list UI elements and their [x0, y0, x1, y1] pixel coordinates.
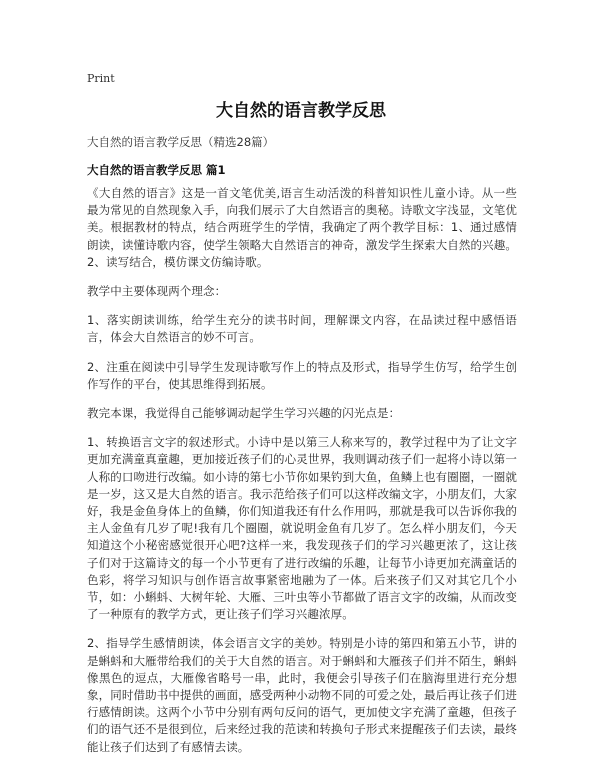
- document-title: 大自然的语言教学反思: [216, 101, 386, 121]
- paragraph-intro: 《大自然的语言》这是一首文笔优美,语言生动活泼的科普知识性儿童小诗。从一些最为常见的自然现象入手，向我们展示了大自然语言的奥秘。诗歌文字浅显，文笔优美。根据教材的特点，结合两班学生的学情，我确定了两个教学目标：1、通过感情朗读，读懂诗歌内容，使学生领略大自然语言的神奇，激发学生探索大自然的兴趣。2、读写结合，模仿课文仿编诗歌。: [87, 186, 517, 269]
- document-subtitle: 大自然的语言教学反思（精选28篇）: [87, 135, 275, 149]
- print-link[interactable]: Print: [87, 72, 115, 85]
- paragraph-concept-2: 2、注重在阅读中引导学生发现诗歌写作上的特点及形式，指导学生仿写，给学生创作写作的平台，使其思维得到拓展。: [87, 359, 517, 391]
- section-heading: 大自然的语言教学反思 篇1: [87, 163, 226, 177]
- paragraph-highlight-2: 2、指导学生感情朗读，体会语言文字的美妙。特别是小诗的第四和第五小节，讲的是蝌蚪和大雁带给我们的关于大自然的语言。对于蝌蚪和大雁孩子们并不陌生，蝌蚪像黑色的逗点，大雁像省略号一串，此时，我便会引导孩子们在脑海里进行充分想象，同时借助书中提供的画面，感受两种小动物不同的可爱之处，最后再让孩子们进行感情朗读。这两个小节中分别有两句反问的语气，更加使文字充满了童趣，但孩子们的语气还不是很到位，后来经过我的范读和转换句子形式来提醒孩子们去读，最终能让孩子们达到了有感情去读。: [87, 636, 517, 754]
- article-body: [87, 185, 517, 768]
- paragraph-concept-1: 1、落实朗读训练，给学生充分的读书时间，理解课文内容，在品读过程中感悟语言，体会大自然语言的妙不可言。: [87, 313, 517, 345]
- paragraph-highlights-lead: 教完本课，我觉得自己能够调动起学生学习兴趣的闪光点是：: [87, 406, 401, 421]
- paragraph-highlight-1: 1、转换语言文字的叙述形式。小诗中是以第三人称来写的，教学过程中为了让文字更加充满童真童趣，更加接近孩子们的心灵世界，我则调动孩子们一起将小诗以第一人称的口吻进行改编。如小诗的第七小节你如果钓到大鱼，鱼鳞上也有圈圈，一圈就是一岁，这又是大自然的语言。我示范给孩子们可以这样改编文字，小朋友们，大家好，我是金鱼身体上的鱼鳞，你们知道我还有什么作用吗，那就是我可以告诉你我的主人金鱼有几岁了呢!我有几个圈圈，就说明金鱼有几岁了。怎么样小朋友们，今天知道这个小秘密感觉很开心吧?这样一来，我发现孩子们的学习兴趣更浓了，这让孩子们对于这篇诗文的每一个小节更有了进行改编的乐趣，让每节小诗更加充满童话的色彩，将学习知识与创作语言故事紧密地融为了一体。后来孩子们又对其它几个小节，如：小蝌蚪、大树年轮、大雁、三叶虫等小节都做了语言文字的改编，从而改变了一种原有的教学方式，更让孩子们学习兴趣浓厚。: [87, 435, 517, 622]
- paragraph-concepts-lead: 教学中主要体现两个理念：: [87, 284, 227, 299]
